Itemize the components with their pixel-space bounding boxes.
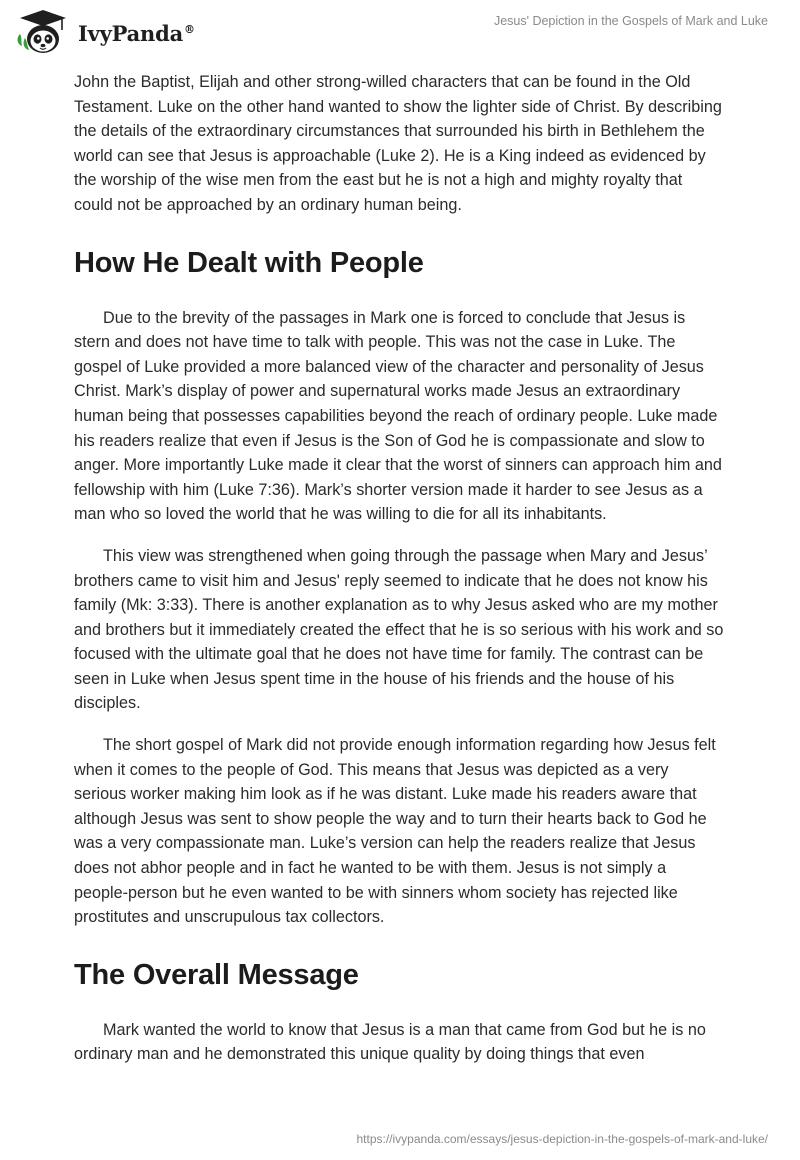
panda-graduate-icon — [14, 8, 72, 56]
essay-content — [74, 70, 724, 1067]
brand-name — [78, 21, 195, 46]
paragraph: Mark wanted the world to know that Jesus is a man that came from God but he is no ordinary man and he demonstrated this unique quality by doing things that even — [74, 1020, 706, 1064]
ivypanda-logo[interactable] — [14, 8, 195, 56]
page-header — [0, 0, 800, 60]
document-title: Jesus' Depiction in the Gospels of Mark and Luke — [493, 14, 768, 28]
section-heading-people: How He Dealt with People — [74, 246, 424, 279]
intro-paragraph: John the Baptist, Elijah and other strong-willed characters that can be found in the Old Testament. Luke on the other hand wanted to show the lighter side of Christ. By describing the details of the extraordinary circumstances that surrounded his birth in Bethlehem the world can see that Jesus is approachable (Luke 2). He is a King indeed as evidenced by the worship of the wise men from the east but he is not a high and mighty royalty that could not be approached by an ordinary human being. — [74, 73, 722, 214]
paragraph: Due to the brevity of the passages in Mark one is forced to conclude that Jesus is stern and does not have time to talk with people. This was not the case in Luke. The gospel of Luke provided a more balanced view of the character and personality of Jesus Christ. Mark’s display of power and supernatural works made Jesus an extraordinary human being that possesses capabilities beyond the reach of ordinary people. Luke made his readers realize that even if Jesus is the Son of God he is compassionate and slow to anger. More importantly Luke made it clear that the worst of sinners can approach him and fellowship with him (Luke 7:36). Mark’s shorter version made it harder to see Jesus as a man who so loved the world that he was willing to die for all its inhabitants. — [74, 308, 722, 524]
paragraph: The short gospel of Mark did not provide enough information regarding how Jesus felt when it comes to the people of God. This means that Jesus was depicted as a very serious worker making him look as if he was distant. Luke made his readers aware that although Jesus was sent to show people the way and to turn their hearts back to God he was a very compassionate man. Luke’s version can help the readers realize that Jesus does not abhor people and in fact he wanted to be with them. Jesus is not simply a people-person but he even wanted to be with sinners whom society has rejected like prostitutes and unscrupulous tax collectors. — [74, 736, 716, 927]
source-url[interactable]: https://ivypanda.com/essays/jesus-depiction-in-the-gospels-of-mark-and-luke/ — [356, 1132, 768, 1146]
brand-text: IvyPanda — [78, 20, 184, 46]
section-heading-overall-message: The Overall Message — [74, 958, 359, 991]
paragraph: This view was strengthened when going through the passage when Mary and Jesus’ brothers came to visit him and Jesus' reply seemed to indicate that he does not know his family (Mk: 3:33). There is another explanation as to why Jesus asked who are my mother and brothers but it immediately created the effect that he is so serious with his work and so focused with the ultimate goal that he does not have time for family. The contrast can be seen in Luke when Jesus spent time in the house of his friends and the house of his disciples. — [74, 546, 724, 713]
registered-mark: ® — [184, 22, 195, 36]
